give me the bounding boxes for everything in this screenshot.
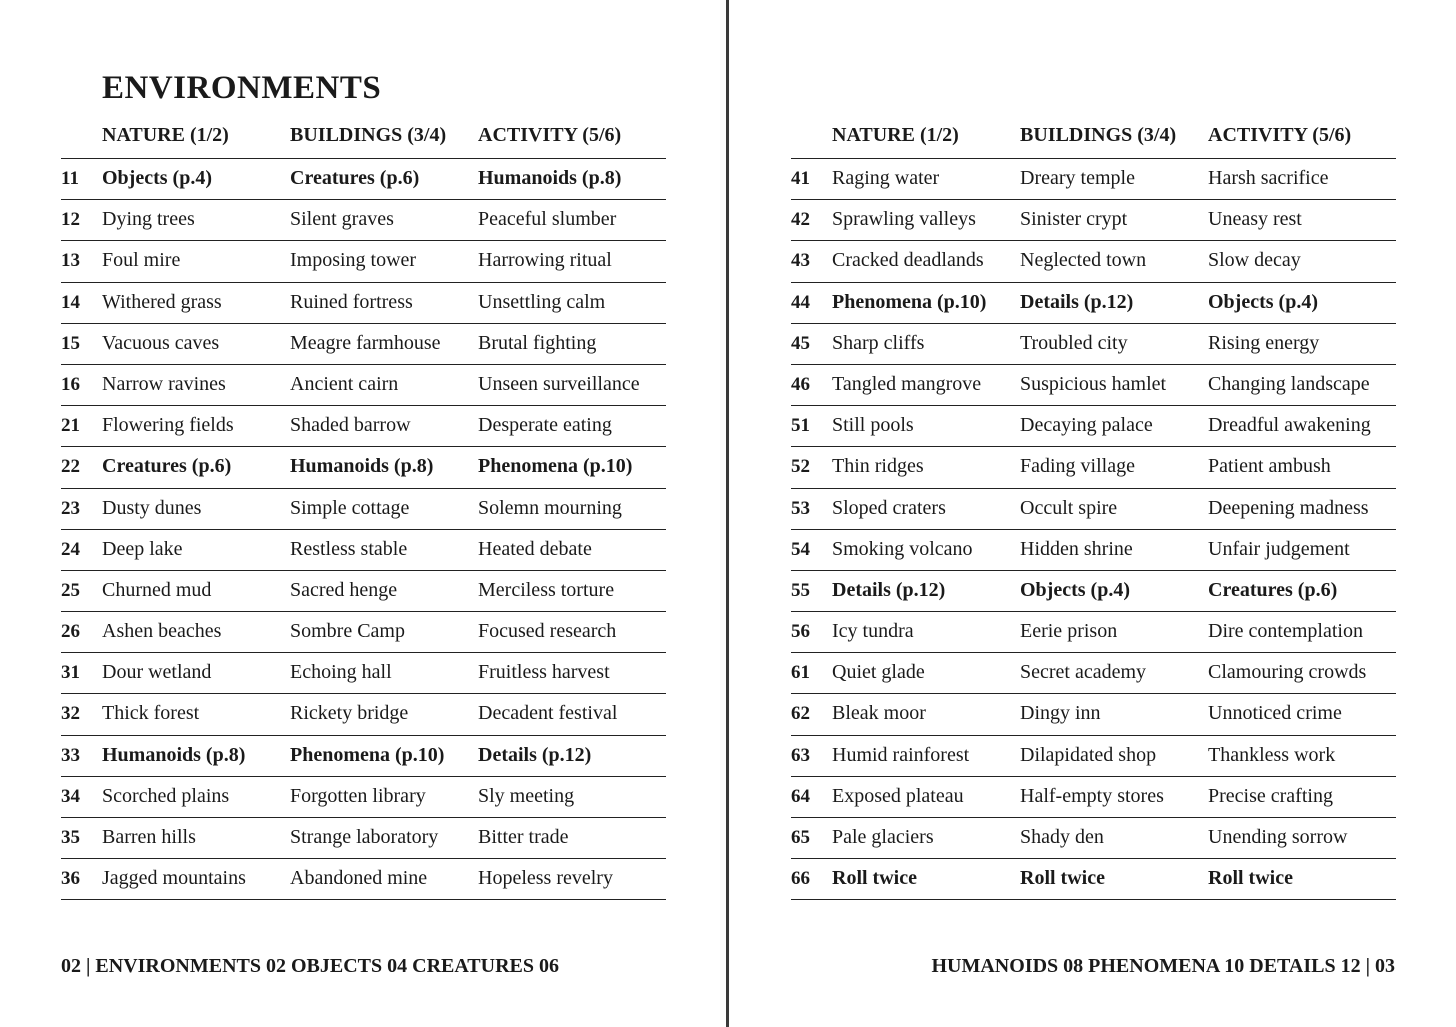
buildings-cell: Dilapidated shop [1020, 743, 1157, 766]
buildings-cell: Secret academy [1020, 661, 1147, 684]
roll-number: 43 [791, 250, 810, 272]
roll-number: 14 [61, 291, 80, 313]
nature-cell: Flowering fields [102, 414, 234, 437]
roll-number: 66 [791, 868, 810, 890]
activity-cell: Unseen surveillance [478, 372, 640, 395]
table-row [61, 406, 666, 447]
nature-cell: Jagged mountains [102, 867, 246, 890]
footer-nav-left: 02 | ENVIRONMENTS 02 OBJECTS 04 CREATURES 06 [61, 955, 559, 977]
header-buildings: BUILDINGS (3/4) [290, 124, 447, 146]
table-row [791, 694, 1396, 735]
nature-cell: Cracked deadlands [832, 249, 984, 272]
table-row [61, 818, 666, 859]
table-row [791, 365, 1396, 406]
table-row [791, 571, 1396, 612]
nature-cell: Thick forest [102, 702, 200, 725]
environment-table-left [61, 116, 666, 900]
table-row [61, 159, 666, 200]
activity-cell: Changing landscape [1208, 372, 1370, 395]
activity-cell: Heated debate [478, 537, 592, 560]
roll-number: 42 [791, 209, 810, 231]
environment-table-right [791, 116, 1396, 900]
nature-cell: Roll twice [832, 867, 917, 890]
table-body [61, 159, 666, 900]
table-row [61, 736, 666, 777]
activity-cell: Solemn mourning [478, 496, 622, 519]
buildings-cell: Dreary temple [1020, 167, 1135, 189]
roll-number: 44 [791, 291, 810, 313]
roll-number: 11 [61, 168, 79, 189]
nature-cell: Sharp cliffs [832, 331, 925, 354]
table-row [791, 200, 1396, 241]
nature-cell: Ashen beaches [102, 620, 222, 643]
nature-cell: Objects (p.4) [102, 167, 212, 189]
buildings-cell: Ruined fortress [290, 290, 413, 313]
buildings-cell: Objects (p.4) [1020, 578, 1130, 601]
table-row [791, 859, 1396, 900]
nature-cell: Barren hills [102, 826, 196, 848]
activity-cell: Dreadful awakening [1208, 414, 1371, 437]
buildings-cell: Sombre Camp [290, 620, 405, 643]
table-row [791, 530, 1396, 571]
roll-number: 51 [791, 415, 810, 437]
buildings-cell: Dingy inn [1020, 702, 1101, 725]
table-row [61, 447, 666, 488]
activity-cell: Creatures (p.6) [1208, 578, 1338, 601]
activity-cell: Sly meeting [478, 784, 575, 807]
header-activity: ACTIVITY (5/6) [478, 124, 622, 146]
roll-number: 56 [791, 621, 810, 643]
roll-number: 36 [61, 868, 80, 890]
buildings-cell: Sacred henge [290, 578, 398, 601]
table-row [791, 406, 1396, 447]
table-row [61, 324, 666, 365]
roll-number: 13 [61, 250, 80, 272]
nature-cell: Thin ridges [832, 455, 924, 478]
activity-cell: Brutal fighting [478, 331, 597, 354]
header-buildings: BUILDINGS (3/4) [1020, 124, 1177, 146]
buildings-cell: Humanoids (p.8) [290, 455, 434, 478]
nature-cell: Tangled mangrove [832, 372, 982, 395]
table-row [61, 653, 666, 694]
activity-cell: Unsettling calm [478, 290, 606, 313]
buildings-cell: Strange laboratory [290, 826, 439, 848]
table-row [791, 241, 1396, 282]
nature-cell: Exposed plateau [832, 784, 964, 807]
roll-number: 53 [791, 497, 810, 519]
nature-cell: Churned mud [102, 578, 212, 601]
header-nature: NATURE (1/2) [102, 124, 229, 146]
buildings-cell: Troubled city [1020, 331, 1128, 354]
table-row [61, 200, 666, 241]
nature-cell: Details (p.12) [832, 578, 946, 601]
roll-number: 22 [61, 456, 80, 478]
buildings-cell: Sinister crypt [1020, 208, 1128, 231]
nature-cell: Humanoids (p.8) [102, 743, 246, 766]
buildings-cell: Restless stable [290, 537, 408, 560]
table-row [61, 694, 666, 735]
buildings-cell: Echoing hall [290, 661, 392, 684]
table-row [61, 777, 666, 818]
roll-number: 65 [791, 827, 810, 848]
buildings-cell: Neglected town [1020, 249, 1147, 272]
buildings-cell: Suspicious hamlet [1020, 372, 1167, 395]
table-row [61, 489, 666, 530]
nature-cell: Sprawling valleys [832, 208, 976, 231]
buildings-cell: Rickety bridge [290, 702, 409, 725]
table-row [791, 777, 1396, 818]
nature-cell: Sloped craters [832, 496, 946, 519]
roll-number: 15 [61, 332, 80, 354]
activity-cell: Unfair judgement [1208, 537, 1350, 560]
table-row [61, 283, 666, 324]
activity-cell: Unnoticed crime [1208, 702, 1342, 725]
activity-cell: Focused research [478, 620, 617, 643]
activity-cell: Humanoids (p.8) [478, 167, 622, 189]
roll-number: 21 [61, 415, 80, 437]
activity-cell: Precise crafting [1208, 784, 1333, 807]
buildings-cell: Forgotten library [290, 784, 426, 807]
roll-number: 41 [791, 168, 810, 189]
table-row [791, 324, 1396, 365]
activity-cell: Harsh sacrifice [1208, 167, 1329, 189]
buildings-cell: Roll twice [1020, 867, 1105, 890]
nature-cell: Quiet glade [832, 661, 925, 684]
roll-number: 61 [791, 662, 810, 684]
nature-cell: Scorched plains [102, 784, 230, 807]
table-row [791, 818, 1396, 859]
activity-cell: Phenomena (p.10) [478, 455, 633, 478]
nature-cell: Still pools [832, 414, 914, 437]
activity-cell: Slow decay [1208, 249, 1301, 272]
table-row [61, 859, 666, 900]
nature-cell: Phenomena (p.10) [832, 290, 987, 313]
buildings-cell: Meagre farmhouse [290, 331, 441, 354]
activity-cell: Desperate eating [478, 414, 612, 437]
nature-cell: Icy tundra [832, 620, 914, 643]
roll-number: 64 [791, 785, 810, 807]
roll-number: 24 [61, 538, 80, 560]
nature-cell: Pale glaciers [832, 826, 934, 848]
table-row [61, 530, 666, 571]
activity-cell: Uneasy rest [1208, 208, 1302, 231]
activity-cell: Deepening madness [1208, 496, 1369, 519]
header-nature: NATURE (1/2) [832, 124, 959, 146]
buildings-cell: Ancient cairn [290, 372, 399, 395]
nature-cell: Foul mire [102, 249, 181, 272]
activity-cell: Rising energy [1208, 331, 1320, 354]
roll-number: 62 [791, 703, 810, 725]
activity-cell: Bitter trade [478, 826, 569, 848]
activity-cell: Details (p.12) [478, 743, 592, 766]
activity-cell: Fruitless harvest [478, 661, 610, 684]
buildings-cell: Decaying palace [1020, 414, 1153, 437]
nature-cell: Creatures (p.6) [102, 455, 232, 478]
activity-cell: Peaceful slumber [478, 208, 617, 231]
page-title: ENVIRONMENTS [102, 70, 382, 106]
activity-cell: Patient ambush [1208, 455, 1331, 478]
table-row [791, 447, 1396, 488]
roll-number: 16 [61, 373, 80, 395]
roll-number: 26 [61, 621, 80, 643]
roll-number: 55 [791, 579, 810, 601]
table-row [61, 571, 666, 612]
buildings-cell: Phenomena (p.10) [290, 743, 445, 766]
roll-number: 34 [61, 785, 80, 807]
roll-number: 35 [61, 827, 80, 848]
roll-number: 25 [61, 579, 80, 601]
roll-number: 23 [61, 497, 80, 519]
table-header [61, 116, 666, 159]
buildings-cell: Simple cottage [290, 496, 410, 519]
activity-cell: Thankless work [1208, 743, 1336, 766]
header-activity: ACTIVITY (5/6) [1208, 124, 1352, 146]
table-row [791, 736, 1396, 777]
table-header [791, 116, 1396, 159]
roll-number: 52 [791, 456, 810, 478]
buildings-cell: Creatures (p.6) [290, 167, 420, 189]
buildings-cell: Occult spire [1020, 496, 1118, 519]
table-row [791, 159, 1396, 200]
roll-number: 54 [791, 538, 810, 560]
roll-number: 32 [61, 703, 80, 725]
buildings-cell: Details (p.12) [1020, 290, 1134, 313]
activity-cell: Unending sorrow [1208, 826, 1348, 848]
table-row [791, 612, 1396, 653]
nature-cell: Humid rainforest [832, 743, 970, 766]
roll-number: 45 [791, 332, 810, 354]
nature-cell: Vacuous caves [102, 331, 220, 354]
activity-cell: Merciless torture [478, 578, 615, 601]
roll-number: 46 [791, 373, 810, 395]
activity-cell: Harrowing ritual [478, 249, 612, 272]
nature-cell: Smoking volcano [832, 537, 973, 560]
roll-number: 31 [61, 662, 80, 684]
activity-cell: Clamouring crowds [1208, 661, 1367, 684]
buildings-cell: Hidden shrine [1020, 537, 1133, 560]
activity-cell: Roll twice [1208, 867, 1293, 890]
table-row [61, 241, 666, 282]
footer-nav-right: HUMANOIDS 08 PHENOMENA 10 DETAILS 12 | 03 [931, 955, 1395, 977]
activity-cell: Decadent festival [478, 702, 618, 725]
buildings-cell: Abandoned mine [290, 867, 428, 890]
nature-cell: Dour wetland [102, 661, 212, 684]
table-body [791, 159, 1396, 900]
nature-cell: Dying trees [102, 208, 195, 231]
nature-cell: Withered grass [102, 290, 222, 313]
table-row [61, 612, 666, 653]
table-row [791, 283, 1396, 324]
activity-cell: Hopeless revelry [478, 867, 613, 890]
table-row [791, 653, 1396, 694]
table-row [791, 489, 1396, 530]
nature-cell: Dusty dunes [102, 496, 202, 519]
buildings-cell: Shady den [1020, 826, 1104, 848]
nature-cell: Narrow ravines [102, 372, 226, 395]
roll-number: 12 [61, 209, 80, 231]
buildings-cell: Shaded barrow [290, 414, 411, 437]
nature-cell: Bleak moor [832, 702, 926, 725]
roll-number: 63 [791, 744, 810, 766]
nature-cell: Deep lake [102, 537, 183, 560]
buildings-cell: Half-empty stores [1020, 784, 1164, 807]
activity-cell: Objects (p.4) [1208, 290, 1318, 313]
table-row [61, 365, 666, 406]
buildings-cell: Eerie prison [1020, 620, 1118, 643]
page-spread-divider [726, 0, 729, 1027]
activity-cell: Dire contemplation [1208, 620, 1363, 643]
roll-number: 33 [61, 744, 80, 766]
buildings-cell: Silent graves [290, 208, 394, 231]
nature-cell: Raging water [832, 167, 940, 189]
buildings-cell: Imposing tower [290, 249, 417, 272]
buildings-cell: Fading village [1020, 455, 1135, 478]
